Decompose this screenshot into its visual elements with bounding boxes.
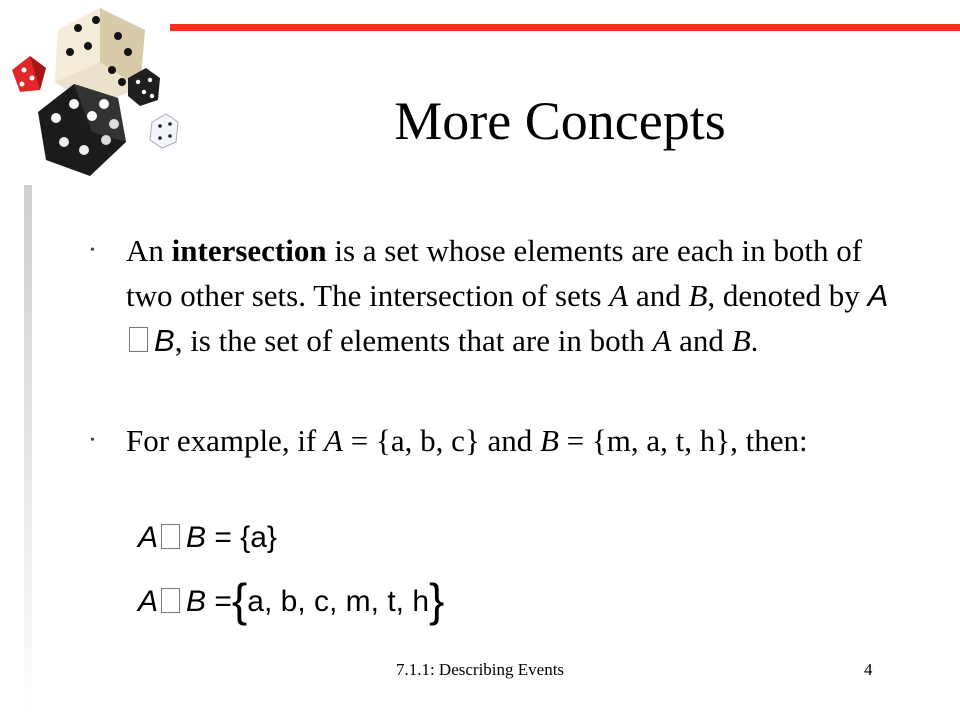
term-intersection: intersection <box>171 233 327 268</box>
white-die <box>150 114 178 148</box>
bullet-text: For example, if A = {a, b, c} and B = {m, a, t, h}, then: <box>126 423 808 458</box>
bullet-dot: • <box>90 433 95 448</box>
math-intersection-result: A B = {a} <box>138 521 277 554</box>
missing-symbol-box <box>161 588 180 613</box>
bullet-text: An intersection is a set whose elements are each in both of two other sets. The intersection of sets A and B, denoted by AB, is the set of elements that are in both A and B. <box>126 233 889 358</box>
top-accent-bar <box>170 24 960 31</box>
left-accent-bar <box>24 185 32 720</box>
page-number: 4 <box>864 660 873 679</box>
missing-symbol-box <box>161 524 180 549</box>
bullet-dot: • <box>90 243 95 258</box>
inline-intersection-notation: AB <box>126 278 888 358</box>
dice-image <box>0 0 200 190</box>
footer-text: 7.1.1: Describing Events <box>395 660 565 679</box>
red-die <box>12 56 46 92</box>
math-union-result: A B ={a, b, c, m, t, h} <box>138 574 445 627</box>
missing-symbol-box <box>129 327 148 352</box>
black-die <box>38 84 126 176</box>
slide-title: More Concepts <box>394 91 726 151</box>
